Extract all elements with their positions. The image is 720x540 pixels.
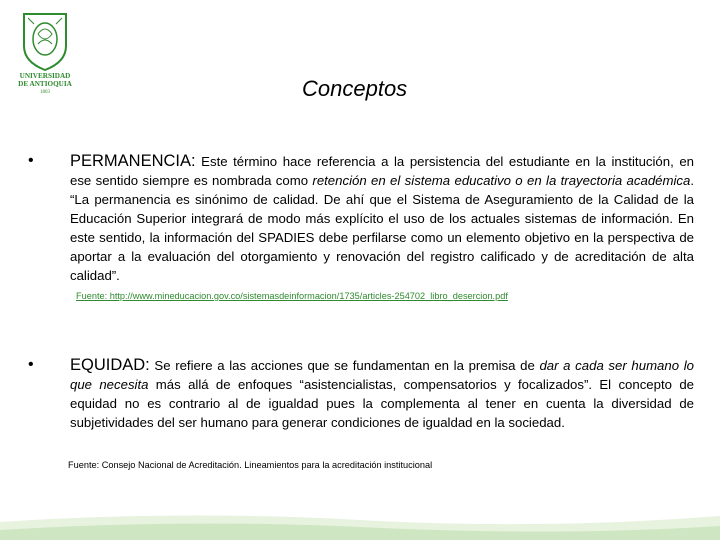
bullet-icon: • (28, 152, 34, 169)
concept-emphasis: retención en el sistema educativo o en la trayectoria académica (312, 173, 691, 188)
concept-body: Se refiere a las acciones que se fundamentan en la premisa de (149, 358, 540, 373)
slide-title: Conceptos (302, 76, 408, 101)
logo-line1: UNIVERSIDAD (19, 72, 71, 80)
footer-wave (0, 504, 720, 540)
concept-body: Este término hace referencia a la persistencia del estudiante en la institución, en ese sentido siempre es nombrada como (70, 154, 694, 188)
bullet-icon: • (28, 356, 34, 373)
source-link[interactable]: Fuente: http://www.mineducacion.gov.co/sistemasdeinformacion/1735/articles-254702_libro_desercion.pdf (76, 291, 508, 301)
concept-body: . “La permanencia es sinónimo de calidad. De ahí que el Sistema de Aseguramiento de la Calidad de la Educación Superior integrará de modo más explícito el uso de los actuales sistemas de información. En este sentido, la información del SPADIES debe perfilarse como un elemento objetivo en la perspectiva de aportar a la evaluación del otorgamiento y renovación del registro calificado y de acreditación de alta calidad”. (70, 173, 695, 283)
concept-text (70, 356, 694, 432)
concept-permanencia (28, 152, 694, 285)
source-text: Fuente: Consejo Nacional de Acreditación. Lineamientos para la acreditación institucional (68, 460, 433, 470)
concept-emphasis: dar a cada ser humano lo que necesita (70, 358, 694, 392)
logo-line3: 1803 (40, 90, 50, 94)
concept-equidad (28, 356, 694, 432)
shield-icon (14, 12, 76, 94)
concept-term: PERMANENCIA: (70, 152, 196, 170)
concept-body: más allá de enfoques “asistencialistas, compensatorios y focalizados”. El concepto de equidad no es contrario al de igualdad pues la complementa al tener en cuenta la diversidad de subjetividades del ser humano para generar condiciones de igualdad en la sociedad. (70, 377, 694, 430)
concept-term: EQUIDAD: (70, 356, 150, 374)
university-logo (14, 12, 76, 94)
logo-line2: DE ANTIOQUIA (18, 80, 72, 88)
concept-text (70, 152, 694, 285)
